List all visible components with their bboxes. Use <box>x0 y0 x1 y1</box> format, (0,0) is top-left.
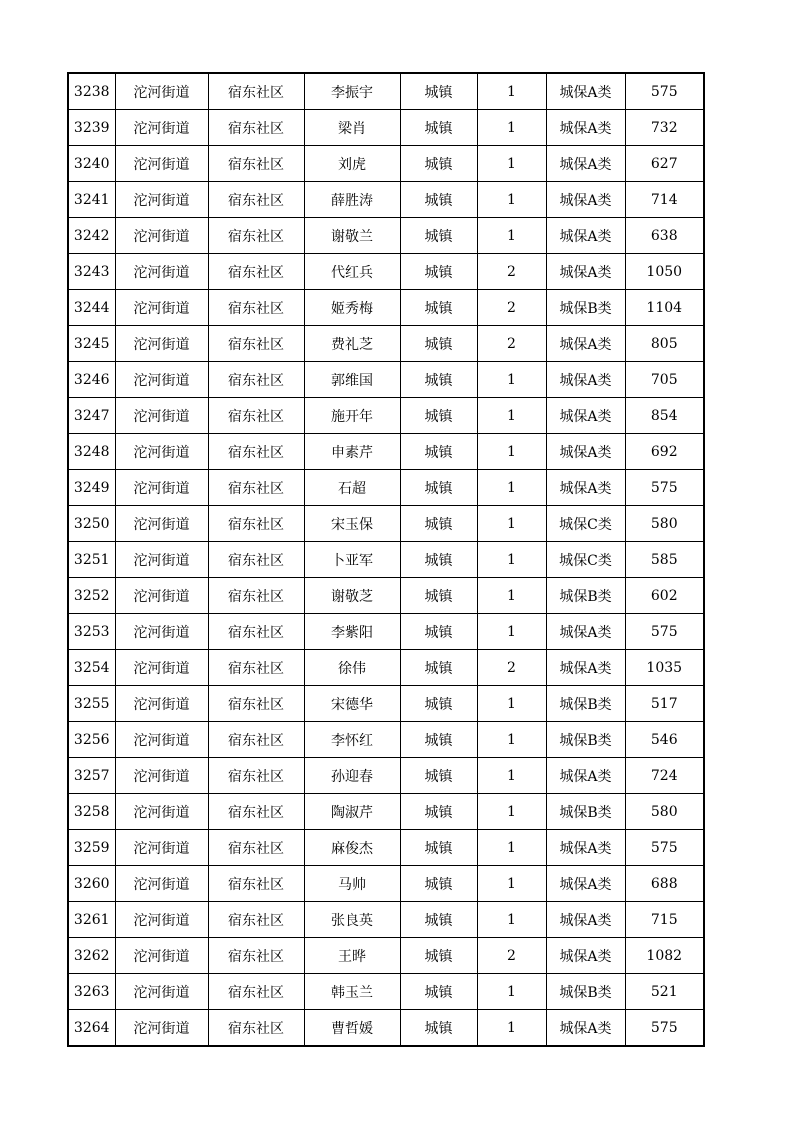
community-cell: 宿东社区 <box>208 866 304 902</box>
household-count-cell: 2 <box>477 254 546 290</box>
category-cell: 城保A类 <box>546 614 625 650</box>
amount-cell: 1082 <box>625 938 704 974</box>
record-id-cell: 3250 <box>68 506 115 542</box>
community-cell: 宿东社区 <box>208 326 304 362</box>
area-type-cell: 城镇 <box>400 974 477 1010</box>
table-row <box>68 866 704 902</box>
category-cell: 城保B类 <box>546 290 625 326</box>
record-id-cell: 3245 <box>68 326 115 362</box>
amount-cell: 715 <box>625 902 704 938</box>
table-row <box>68 110 704 146</box>
amount-cell: 688 <box>625 866 704 902</box>
street-cell: 沱河街道 <box>115 434 208 470</box>
category-cell: 城保B类 <box>546 794 625 830</box>
street-cell: 沱河街道 <box>115 506 208 542</box>
area-type-cell: 城镇 <box>400 362 477 398</box>
amount-cell: 1104 <box>625 290 704 326</box>
category-cell: 城保A类 <box>546 830 625 866</box>
table-row <box>68 614 704 650</box>
table-row <box>68 794 704 830</box>
category-cell: 城保A类 <box>546 326 625 362</box>
table-row <box>68 902 704 938</box>
name-cell: 姬秀梅 <box>304 290 400 326</box>
street-cell: 沱河街道 <box>115 866 208 902</box>
record-id-cell: 3242 <box>68 218 115 254</box>
amount-cell: 580 <box>625 794 704 830</box>
street-cell: 沱河街道 <box>115 794 208 830</box>
amount-cell: 1035 <box>625 650 704 686</box>
name-cell: 郭维国 <box>304 362 400 398</box>
household-count-cell: 1 <box>477 722 546 758</box>
category-cell: 城保A类 <box>546 434 625 470</box>
name-cell: 孙迎春 <box>304 758 400 794</box>
table-row <box>68 758 704 794</box>
amount-cell: 575 <box>625 830 704 866</box>
amount-cell: 854 <box>625 398 704 434</box>
area-type-cell: 城镇 <box>400 902 477 938</box>
table-row <box>68 326 704 362</box>
area-type-cell: 城镇 <box>400 398 477 434</box>
street-cell: 沱河街道 <box>115 578 208 614</box>
amount-cell: 805 <box>625 326 704 362</box>
household-count-cell: 1 <box>477 974 546 1010</box>
amount-cell: 580 <box>625 506 704 542</box>
area-type-cell: 城镇 <box>400 470 477 506</box>
community-cell: 宿东社区 <box>208 722 304 758</box>
community-cell: 宿东社区 <box>208 542 304 578</box>
record-id-cell: 3239 <box>68 110 115 146</box>
area-type-cell: 城镇 <box>400 73 477 110</box>
name-cell: 曹哲媛 <box>304 1010 400 1047</box>
community-cell: 宿东社区 <box>208 73 304 110</box>
record-id-cell: 3256 <box>68 722 115 758</box>
household-count-cell: 1 <box>477 794 546 830</box>
table-row <box>68 73 704 110</box>
table-row <box>68 722 704 758</box>
household-count-cell: 1 <box>477 470 546 506</box>
name-cell: 徐伟 <box>304 650 400 686</box>
household-count-cell: 2 <box>477 290 546 326</box>
name-cell: 谢敬芝 <box>304 578 400 614</box>
category-cell: 城保A类 <box>546 866 625 902</box>
name-cell: 陶淑芹 <box>304 794 400 830</box>
category-cell: 城保B类 <box>546 686 625 722</box>
community-cell: 宿东社区 <box>208 146 304 182</box>
table-row <box>68 1010 704 1047</box>
household-count-cell: 1 <box>477 218 546 254</box>
street-cell: 沱河街道 <box>115 146 208 182</box>
name-cell: 李紫阳 <box>304 614 400 650</box>
name-cell: 费礼芝 <box>304 326 400 362</box>
household-count-cell: 1 <box>477 362 546 398</box>
amount-cell: 602 <box>625 578 704 614</box>
street-cell: 沱河街道 <box>115 362 208 398</box>
community-cell: 宿东社区 <box>208 902 304 938</box>
record-id-cell: 3246 <box>68 362 115 398</box>
category-cell: 城保A类 <box>546 902 625 938</box>
household-count-cell: 2 <box>477 326 546 362</box>
amount-cell: 1050 <box>625 254 704 290</box>
record-id-cell: 3259 <box>68 830 115 866</box>
table-row <box>68 830 704 866</box>
community-cell: 宿东社区 <box>208 974 304 1010</box>
street-cell: 沱河街道 <box>115 758 208 794</box>
table-row <box>68 146 704 182</box>
household-count-cell: 1 <box>477 398 546 434</box>
category-cell: 城保C类 <box>546 542 625 578</box>
table-row <box>68 182 704 218</box>
household-count-cell: 1 <box>477 902 546 938</box>
record-id-cell: 3243 <box>68 254 115 290</box>
category-cell: 城保A类 <box>546 1010 625 1047</box>
community-cell: 宿东社区 <box>208 938 304 974</box>
community-cell: 宿东社区 <box>208 182 304 218</box>
community-cell: 宿东社区 <box>208 398 304 434</box>
community-cell: 宿东社区 <box>208 110 304 146</box>
amount-cell: 585 <box>625 542 704 578</box>
name-cell: 张良英 <box>304 902 400 938</box>
name-cell: 薛胜涛 <box>304 182 400 218</box>
street-cell: 沱河街道 <box>115 398 208 434</box>
record-id-cell: 3255 <box>68 686 115 722</box>
area-type-cell: 城镇 <box>400 686 477 722</box>
community-cell: 宿东社区 <box>208 218 304 254</box>
name-cell: 马帅 <box>304 866 400 902</box>
name-cell: 李怀红 <box>304 722 400 758</box>
record-id-cell: 3241 <box>68 182 115 218</box>
street-cell: 沱河街道 <box>115 902 208 938</box>
category-cell: 城保A类 <box>546 254 625 290</box>
name-cell: 施开年 <box>304 398 400 434</box>
record-id-cell: 3251 <box>68 542 115 578</box>
category-cell: 城保B类 <box>546 578 625 614</box>
amount-cell: 575 <box>625 614 704 650</box>
community-cell: 宿东社区 <box>208 758 304 794</box>
table-row <box>68 974 704 1010</box>
table-row <box>68 398 704 434</box>
category-cell: 城保A类 <box>546 146 625 182</box>
amount-cell: 575 <box>625 470 704 506</box>
street-cell: 沱河街道 <box>115 73 208 110</box>
category-cell: 城保A类 <box>546 398 625 434</box>
community-cell: 宿东社区 <box>208 290 304 326</box>
area-type-cell: 城镇 <box>400 182 477 218</box>
record-id-cell: 3263 <box>68 974 115 1010</box>
name-cell: 宋玉保 <box>304 506 400 542</box>
area-type-cell: 城镇 <box>400 794 477 830</box>
household-count-cell: 1 <box>477 434 546 470</box>
area-type-cell: 城镇 <box>400 722 477 758</box>
area-type-cell: 城镇 <box>400 614 477 650</box>
household-count-cell: 1 <box>477 146 546 182</box>
street-cell: 沱河街道 <box>115 470 208 506</box>
name-cell: 麻俊杰 <box>304 830 400 866</box>
community-cell: 宿东社区 <box>208 506 304 542</box>
street-cell: 沱河街道 <box>115 686 208 722</box>
category-cell: 城保A类 <box>546 470 625 506</box>
table-row <box>68 650 704 686</box>
household-count-cell: 2 <box>477 938 546 974</box>
community-cell: 宿东社区 <box>208 686 304 722</box>
table-row <box>68 362 704 398</box>
name-cell: 宋德华 <box>304 686 400 722</box>
area-type-cell: 城镇 <box>400 506 477 542</box>
category-cell: 城保B类 <box>546 722 625 758</box>
record-id-cell: 3247 <box>68 398 115 434</box>
area-type-cell: 城镇 <box>400 110 477 146</box>
community-cell: 宿东社区 <box>208 830 304 866</box>
name-cell: 卜亚军 <box>304 542 400 578</box>
street-cell: 沱河街道 <box>115 974 208 1010</box>
area-type-cell: 城镇 <box>400 758 477 794</box>
category-cell: 城保A类 <box>546 650 625 686</box>
category-cell: 城保A类 <box>546 182 625 218</box>
household-count-cell: 1 <box>477 110 546 146</box>
category-cell: 城保A类 <box>546 938 625 974</box>
street-cell: 沱河街道 <box>115 290 208 326</box>
street-cell: 沱河街道 <box>115 218 208 254</box>
amount-cell: 724 <box>625 758 704 794</box>
community-cell: 宿东社区 <box>208 470 304 506</box>
name-cell: 王晔 <box>304 938 400 974</box>
area-type-cell: 城镇 <box>400 866 477 902</box>
table-row <box>68 218 704 254</box>
table-row <box>68 470 704 506</box>
household-count-cell: 1 <box>477 578 546 614</box>
area-type-cell: 城镇 <box>400 218 477 254</box>
area-type-cell: 城镇 <box>400 326 477 362</box>
street-cell: 沱河街道 <box>115 1010 208 1047</box>
amount-cell: 638 <box>625 218 704 254</box>
street-cell: 沱河街道 <box>115 542 208 578</box>
household-count-cell: 1 <box>477 866 546 902</box>
name-cell: 李振宇 <box>304 73 400 110</box>
record-id-cell: 3240 <box>68 146 115 182</box>
household-count-cell: 1 <box>477 614 546 650</box>
record-id-cell: 3254 <box>68 650 115 686</box>
household-count-cell: 1 <box>477 506 546 542</box>
household-count-cell: 2 <box>477 650 546 686</box>
name-cell: 代红兵 <box>304 254 400 290</box>
household-count-cell: 1 <box>477 686 546 722</box>
name-cell: 申素芹 <box>304 434 400 470</box>
household-count-cell: 1 <box>477 758 546 794</box>
household-count-cell: 1 <box>477 73 546 110</box>
household-count-cell: 1 <box>477 830 546 866</box>
area-type-cell: 城镇 <box>400 650 477 686</box>
community-cell: 宿东社区 <box>208 650 304 686</box>
amount-cell: 575 <box>625 1010 704 1047</box>
name-cell: 刘虎 <box>304 146 400 182</box>
record-id-cell: 3262 <box>68 938 115 974</box>
table-row <box>68 290 704 326</box>
table-row <box>68 686 704 722</box>
record-id-cell: 3249 <box>68 470 115 506</box>
table-row <box>68 434 704 470</box>
community-cell: 宿东社区 <box>208 434 304 470</box>
record-id-cell: 3244 <box>68 290 115 326</box>
name-cell: 石超 <box>304 470 400 506</box>
category-cell: 城保C类 <box>546 506 625 542</box>
area-type-cell: 城镇 <box>400 938 477 974</box>
roster-body <box>68 73 704 1046</box>
street-cell: 沱河街道 <box>115 182 208 218</box>
record-id-cell: 3238 <box>68 73 115 110</box>
area-type-cell: 城镇 <box>400 830 477 866</box>
street-cell: 沱河街道 <box>115 614 208 650</box>
table-row <box>68 254 704 290</box>
amount-cell: 517 <box>625 686 704 722</box>
community-cell: 宿东社区 <box>208 614 304 650</box>
street-cell: 沱河街道 <box>115 650 208 686</box>
roster-table <box>67 72 705 1047</box>
amount-cell: 705 <box>625 362 704 398</box>
table-row <box>68 938 704 974</box>
table-row <box>68 506 704 542</box>
name-cell: 韩玉兰 <box>304 974 400 1010</box>
area-type-cell: 城镇 <box>400 146 477 182</box>
category-cell: 城保A类 <box>546 110 625 146</box>
street-cell: 沱河街道 <box>115 110 208 146</box>
name-cell: 梁肖 <box>304 110 400 146</box>
record-id-cell: 3258 <box>68 794 115 830</box>
record-id-cell: 3252 <box>68 578 115 614</box>
area-type-cell: 城镇 <box>400 434 477 470</box>
area-type-cell: 城镇 <box>400 254 477 290</box>
name-cell: 谢敬兰 <box>304 218 400 254</box>
community-cell: 宿东社区 <box>208 578 304 614</box>
category-cell: 城保A类 <box>546 758 625 794</box>
area-type-cell: 城镇 <box>400 542 477 578</box>
category-cell: 城保B类 <box>546 974 625 1010</box>
street-cell: 沱河街道 <box>115 722 208 758</box>
community-cell: 宿东社区 <box>208 794 304 830</box>
amount-cell: 627 <box>625 146 704 182</box>
community-cell: 宿东社区 <box>208 254 304 290</box>
area-type-cell: 城镇 <box>400 578 477 614</box>
amount-cell: 714 <box>625 182 704 218</box>
record-id-cell: 3253 <box>68 614 115 650</box>
street-cell: 沱河街道 <box>115 326 208 362</box>
amount-cell: 575 <box>625 73 704 110</box>
household-count-cell: 1 <box>477 182 546 218</box>
table-row <box>68 542 704 578</box>
community-cell: 宿东社区 <box>208 362 304 398</box>
household-count-cell: 1 <box>477 542 546 578</box>
area-type-cell: 城镇 <box>400 1010 477 1047</box>
record-id-cell: 3264 <box>68 1010 115 1047</box>
record-id-cell: 3261 <box>68 902 115 938</box>
record-id-cell: 3257 <box>68 758 115 794</box>
record-id-cell: 3248 <box>68 434 115 470</box>
street-cell: 沱河街道 <box>115 938 208 974</box>
area-type-cell: 城镇 <box>400 290 477 326</box>
amount-cell: 546 <box>625 722 704 758</box>
category-cell: 城保A类 <box>546 73 625 110</box>
amount-cell: 692 <box>625 434 704 470</box>
category-cell: 城保A类 <box>546 362 625 398</box>
community-cell: 宿东社区 <box>208 1010 304 1047</box>
street-cell: 沱河街道 <box>115 254 208 290</box>
household-count-cell: 1 <box>477 1010 546 1047</box>
amount-cell: 521 <box>625 974 704 1010</box>
record-id-cell: 3260 <box>68 866 115 902</box>
table-row <box>68 578 704 614</box>
street-cell: 沱河街道 <box>115 830 208 866</box>
amount-cell: 732 <box>625 110 704 146</box>
category-cell: 城保A类 <box>546 218 625 254</box>
